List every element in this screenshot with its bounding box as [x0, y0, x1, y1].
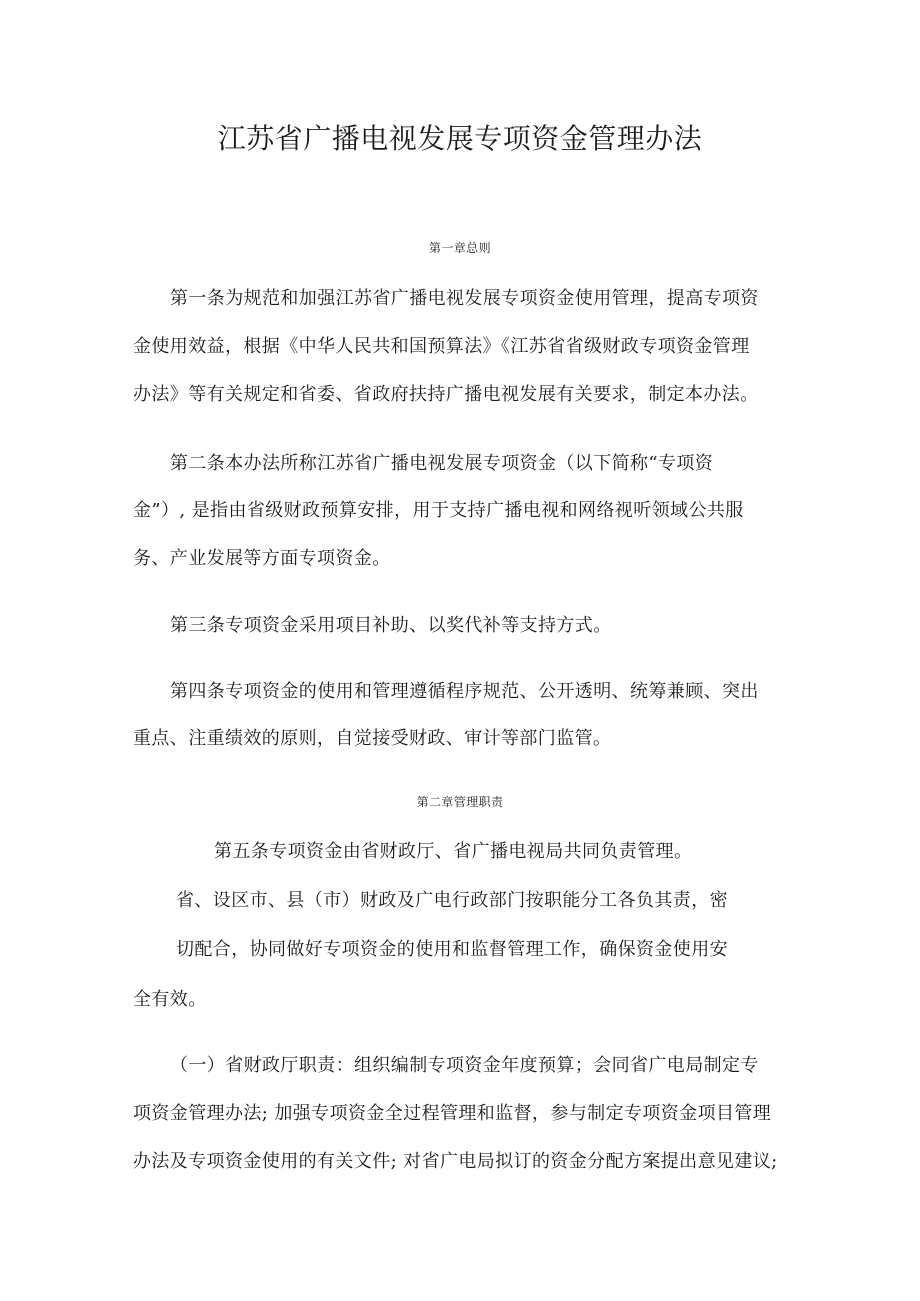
chapter2-heading: 第二章管理职责: [416, 795, 504, 809]
article4-line1: 第四条专项资金的使用和管理遵循程序规范、公开透明、统筹兼顾、突出: [170, 681, 759, 702]
article2-line3: 务、产业发展等方面专项资金。: [133, 548, 391, 569]
article1-line3: 办法》等有关规定和省委、省政府扶持广播电视发展有关要求，制定本办法。: [133, 384, 759, 405]
article3-line1: 第三条专项资金采用项目补助、以奖代补等支持方式。: [170, 615, 612, 636]
chapter1-heading: 第一章总则: [428, 241, 491, 255]
item1-line2: 项资金管理办法; 加强专项资金全过程管理和监督，参与制定专项资金项目管理: [133, 1103, 772, 1124]
article5-line1: 第五条专项资金由省财政厅、省广播电视局共同负责管理。: [214, 841, 693, 862]
article4-line2: 重点、注重绩效的原则，自觉接受财政、审计等部门监管。: [133, 728, 612, 749]
article5-line4: 全有效。: [133, 989, 207, 1010]
article1-line1: 第一条为规范和加强江苏省广播电视发展专项资金使用管理，提高专项资: [170, 288, 759, 309]
article5-line2: 省、设区市、县（市）财政及广电行政部门按职能分工各负其责，密: [176, 890, 728, 911]
article2-line2: 金”）, 是指由省级财政预算安排，用于支持广播电视和网络视听领域公共服: [133, 500, 744, 521]
document-title: 江苏省广播电视发展专项资金管理办法: [217, 122, 703, 155]
item1-line1: （一）省财政厅职责：组织编制专项资金年度预算；会同省广电局制定专: [170, 1055, 759, 1076]
article2-line1: 第二条本办法所称江苏省广播电视发展专项资金（以下简称“专项资: [170, 453, 714, 474]
article1-line2: 金使用效益，根据《中华人民共和国预算法》《江苏省省级财政专项资金管理: [133, 336, 750, 357]
article5-line3: 切配合，协同做好专项资金的使用和监督管理工作，确保资金使用安: [176, 939, 728, 960]
item1-line3: 办法及专项资金使用的有关文件; 对省广电局拟订的资金分配方案提出意见建议;: [133, 1151, 778, 1172]
